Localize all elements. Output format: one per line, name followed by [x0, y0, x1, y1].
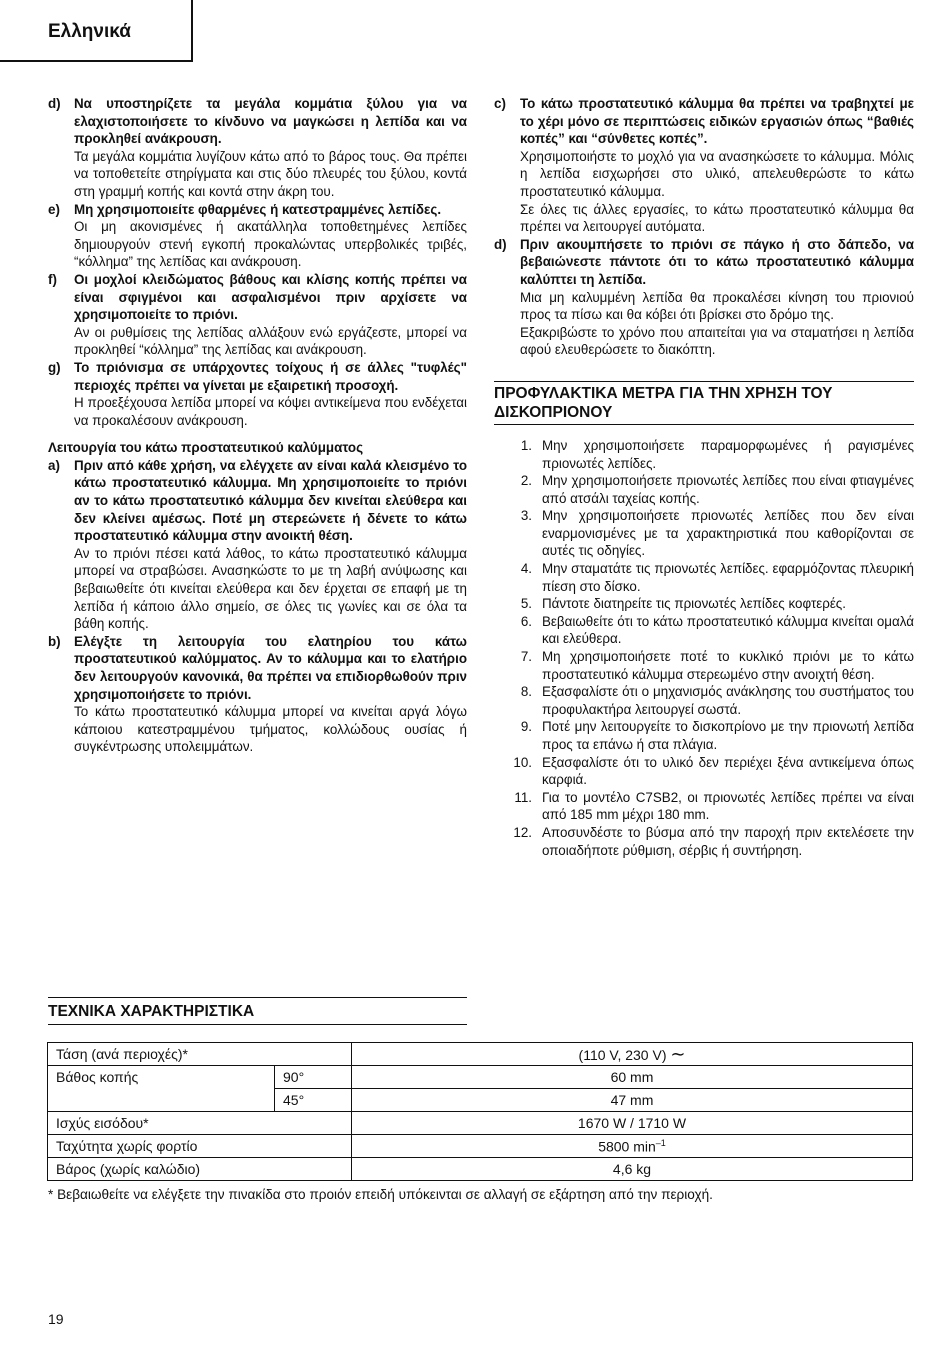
depth-45-label: 45°: [275, 1089, 352, 1112]
language-label: Ελληνικά: [48, 21, 131, 42]
item-text: Πάντοτε διατηρείτε τις πριονωτές λεπίδες κοφτερές.: [542, 596, 846, 612]
item-text: Αν το πριόνι πέσει κατά λάθος, το κάτω προστατευτικό κάλυμμα μπορεί να στραβώσει. Ανασηκώστε το με τη λαβή ανύψωσης και βεβαιωθείτε ότι κινείται ελεύθερα και δεν έρχεται σε επαφή με τη λεπίδα ή κάποιο άλλο σημείο, σε όλες τις γωνίες και σε όλα τα βάθη κοπής.: [74, 545, 467, 632]
depth-label: Βάθος κοπής: [48, 1066, 275, 1112]
item-warning: Να υποστηρίζετε τα μεγάλα κομμάτια ξύλου για να ελαχιστοποιήσετε το κίνδυνο να μαγκώσει η λεπίδα και να προκληθεί ανάκρουση.: [74, 96, 467, 147]
right-column: [494, 95, 914, 859]
speed-value: [352, 1135, 913, 1158]
item-text: Αποσυνδέστε το βύσμα από την παροχή πριν εκτελέσετε την οποιαδήποτε ρύθμιση, σέρβις ή συντήρηση.: [542, 824, 914, 858]
weight-label: Βάρος (χωρίς καλώδιο): [48, 1158, 352, 1181]
item-warning: Πριν από κάθε χρήση, να ελέγχετε αν είναι καλά κλεισμένο το κάτω προστατευτικό κάλυμμα. Μη χρησιμοποιείτε το πριόνι αν το κάτω προστατευτικό κάλυμμα δεν κινείται ελεύθερα και δεν κλείνει αμέσως. Ποτέ μη στερεώνετε ή δένετε το κάτω προστατευτικό κάλυμμα στην ανοικτή θέση.: [74, 457, 467, 544]
item-text: Βεβαιωθείτε ότι το κάτω προστατευτικό κάλυμμα κινείται ομαλά και ελεύθερα.: [542, 613, 914, 647]
item-number: 4.: [520, 561, 532, 577]
table-row: [48, 1158, 913, 1181]
specs-table: [47, 1042, 913, 1181]
list-item: [494, 95, 914, 236]
depth-45-value: 47 mm: [352, 1089, 913, 1112]
list-item: [48, 201, 467, 271]
power-value: 1670 W / 1710 W: [352, 1112, 913, 1135]
item-label: g): [48, 359, 61, 375]
speed-text: 5800 min: [598, 1138, 656, 1155]
list-item: [494, 236, 914, 359]
numbered-item: [494, 437, 914, 472]
page-number: 19: [48, 1311, 64, 1327]
item-text: Εξακριβώστε το χρόνο που απαιτείται για να σταματήσει η λεπίδα αφού ελευθερώσετε το διακόπτη.: [520, 324, 914, 358]
item-text: Τα μεγάλα κομμάτια λυγίζουν κάτω από το βάρος τους. Θα πρέπει να τοποθετείτε στηρίγματα και στις δύο πλευρές του ξύλου, κοντά στη γραμμή κοπής και κοντά στην άκρη του.: [74, 148, 467, 199]
item-number: 10.: [513, 754, 532, 770]
table-row: [48, 1066, 913, 1089]
numbered-item: [494, 472, 914, 507]
item-text: Οι μη ακονισμένες ή ακατάλληλα τοποθετημένες λεπίδες δημιουργούν στενή εγκοπή προκαλώντας υπερβολικές τριβές, “κόλλημα” της λεπίδας και ανάκρουση.: [74, 219, 467, 270]
power-label: Ισχύς εισόδου*: [48, 1112, 352, 1135]
voltage-text: (110 V, 230 V): [578, 1046, 667, 1063]
numbered-item: [494, 718, 914, 753]
item-warning: Το πριόνισμα σε υπάρχοντες τοίχους ή σε άλλες "τυφλές" περιοχές πρέπει να γίνεται με εξαιρετική προσοχή.: [74, 359, 467, 393]
numbered-item: [494, 595, 914, 613]
item-warning: Ελέγξτε τη λειτουργία του ελατηρίου του κάτω προστατευτικού καλύμματος. Αν το κάλυμμα και το ελατήριο δεν λειτουργούν κανονικά, θα πρέπει να επιδιορθωθούν πριν χρησιμοποιήσετε το πριόνι.: [74, 633, 467, 702]
list-item: [48, 95, 467, 201]
item-number: 12.: [513, 824, 532, 840]
numbered-item: [494, 789, 914, 824]
lower-guard-subheading: Λειτουργία του κάτω προστατευτικού καλύμματος: [48, 440, 364, 456]
item-label: d): [494, 236, 507, 252]
item-number: 7.: [520, 649, 532, 665]
item-warning: Πριν ακουμπήσετε το πριόνι σε πάγκο ή στο δάπεδο, να βεβαιώνεστε πάντοτε ότι το κάτω προστατευτικό κάλυμμα καλύπτει τη λεπίδα.: [520, 236, 914, 287]
item-text: Για το μοντέλο C7SB2, οι πριονωτές λεπίδες πρέπει να είναι από 185 mm μέχρι 180 mm.: [542, 789, 914, 823]
speed-unit-exponent: –1: [655, 1137, 666, 1148]
numbered-item: [494, 824, 914, 859]
item-label: a): [48, 457, 60, 473]
item-text: Σε όλες τις άλλες εργασίες, το κάτω προστατευτικό κάλυμμα θα πρέπει να λειτουργεί αυτόματα.: [520, 201, 914, 235]
item-text: Ποτέ μην λειτουργείτε το δισκοπρίονο με την πριονωτή λεπίδα προς τα επάνω ή στα πλάγια.: [542, 719, 914, 752]
weight-value: 4,6 kg: [352, 1158, 913, 1181]
depth-90-value: 60 mm: [352, 1066, 913, 1089]
ac-symbol-icon: ∼: [670, 1043, 686, 1064]
item-warning: Οι μοχλοί κλειδώματος βάθους και κλίσης κοπής πρέπει να είναι σφιγμένοι και ασφαλισμένοι πριν αρχίσετε να χρησιμοποιείτε το πριόνι.: [74, 271, 467, 323]
item-text: Εξασφαλίστε ότι ο μηχανισμός ανάκλησης του συστήματος του προφυλακτήρα λειτουργεί σωστά.: [542, 684, 914, 717]
depth-90-label: 90°: [275, 1066, 352, 1089]
specs-heading: ΤΕΧΝΙΚΑ ΧΑΡΑΚΤΗΡΙΣΤΙΚΑ: [48, 997, 467, 1025]
voltage-label: Τάση (ανά περιοχές)*: [48, 1043, 352, 1066]
item-number: 8.: [520, 684, 532, 700]
numbered-item: [494, 683, 914, 718]
item-text: Αν οι ρυθμίσεις της λεπίδας αλλάξουν ενώ εργάζεστε, μπορεί να προκληθεί “κόλλημα” της λεπίδας και ανάκρουση.: [74, 324, 467, 358]
item-number: 3.: [520, 508, 532, 524]
table-row: [48, 1043, 913, 1066]
item-warning: Το κάτω προστατευτικό κάλυμμα θα πρέπει να τραβηχτεί με το χέρι μόνο σε περιπτώσεις ειδικών εργασιών όπως “βαθιές κοπές” και “σύνθετες κοπές”.: [520, 96, 914, 147]
list-item: [48, 457, 467, 633]
item-text: Μια μη καλυμμένη λεπίδα θα προκαλέσει κίνηση του πριονιού προς τα πίσω και θα κόβει ότι βρίσκει στο δρόμο της.: [520, 289, 914, 323]
item-warning: Μη χρησιμοποιείτε φθαρμένες ή κατεστραμμένες λεπίδες.: [74, 201, 442, 217]
item-label: d): [48, 96, 61, 111]
item-label: f): [48, 271, 57, 287]
item-number: 5.: [520, 596, 532, 612]
item-text: Μην χρησιμοποιήσετε παραμορφωμένες ή ραγισμένες πριονωτές λεπίδες.: [542, 437, 914, 471]
specs-footnote: * Βεβαιωθείτε να ελέγξετε την πινακίδα στο προιόν επειδή υπόκεινται σε αλλαγή σε εξάρτηση από την περιοχή.: [48, 1187, 713, 1202]
item-text: Χρησιμοποιήστε το μοχλό για να ανασηκώσετε το κάλυμμα. Μόλις η λεπίδα εισχωρήσει στο υλικό, απελευθερώστε το κάτω προστατευτικό κάλυμμα.: [520, 148, 914, 199]
item-label: c): [494, 96, 506, 111]
item-number: 2.: [520, 473, 532, 489]
numbered-item: [494, 613, 914, 648]
precautions-list: [494, 437, 914, 859]
section-heading: ΠΡΟΦΥΛΑΚΤΙΚΑ ΜΕΤΡΑ ΓΙΑ ΤΗΝ ΧΡΗΣΗ ΤΟΥ ΔΙΣΚΟΠΡΙΟΝΟΥ: [494, 381, 914, 425]
item-text: Μην χρησιμοποιήσετε πριονωτές λεπίδες που είναι φτιαγμένες από ατσάλι ταχείας κοπής.: [542, 473, 914, 506]
item-text: Μη χρησιμοποιήσετε ποτέ το κυκλικό πριόνι με το κάτω προστατευτικό κάλυμμα στερεωμένο στην ανοιχτή θέση.: [542, 649, 914, 682]
item-number: 11.: [514, 789, 532, 805]
item-text: Μην χρησιμοποιήσετε πριονωτές λεπίδες που δεν είναι εναρμονισμένες με τα χαρακτηριστικά που καθορίζονται σε αυτές τις οδηγίες.: [542, 508, 914, 559]
item-number: 9.: [520, 719, 532, 735]
list-item: [48, 633, 467, 756]
numbered-item: [494, 648, 914, 683]
voltage-value: [352, 1043, 913, 1066]
left-column: [48, 95, 467, 756]
item-number: 6.: [520, 613, 532, 629]
numbered-item: [494, 560, 914, 595]
table-row: [48, 1135, 913, 1158]
item-label: b): [48, 633, 61, 649]
list-item: [48, 271, 467, 359]
item-text: Η προεξέχουσα λεπίδα μπορεί να κόψει αντικείμενα που ενδέχεται να προκαλέσουν ανάκρουση.: [74, 395, 467, 428]
item-text: Εξασφαλίστε ότι το υλικό δεν περιέχει ξένα αντικείμενα όπως καρφιά.: [542, 754, 914, 788]
item-number: 1.: [520, 437, 532, 453]
numbered-item: [494, 507, 914, 560]
table-row: [48, 1112, 913, 1135]
speed-label: Ταχύτητα χωρίς φορτίο: [48, 1135, 352, 1158]
item-text: Μην σταματάτε τις πριονωτές λεπίδες. εφαρμόζοντας πλευρική πίεση στο δίσκο.: [542, 561, 914, 594]
numbered-item: [494, 754, 914, 789]
list-item: [48, 359, 467, 429]
item-text: Το κάτω προστατευτικό κάλυμμα μπορεί να κινείται αργά λόγω κάποιου κατεστραμμένου τμήματος, κολλώδους ουσίας ή συγκέντρωσης υπολειμμάτων.: [74, 704, 467, 755]
item-label: e): [48, 201, 60, 217]
language-tab: [0, 0, 193, 62]
